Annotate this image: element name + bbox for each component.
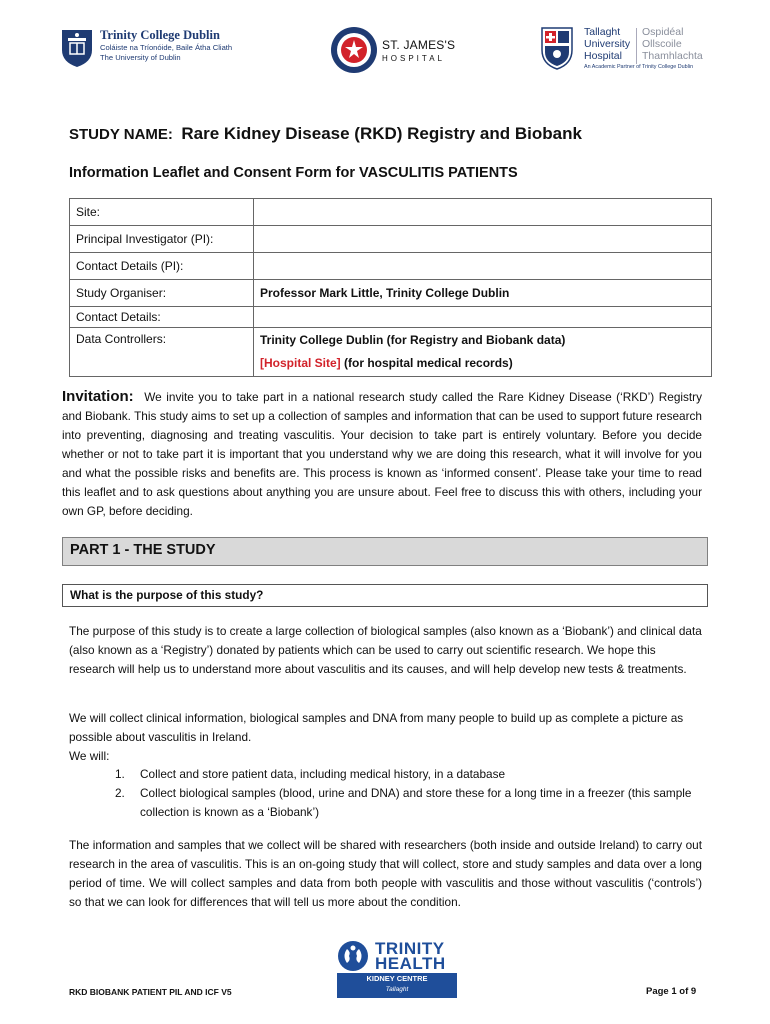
- st-james-seal-icon: [330, 26, 378, 74]
- trinity-college-dublin-logo: [60, 28, 233, 72]
- table-row: [70, 328, 712, 377]
- contact-pi-value: [254, 253, 712, 280]
- controllers-line-1: Trinity College Dublin (for Registry and Biobank data): [260, 333, 566, 347]
- kidney-centre-label: KIDNEY CENTRE: [366, 974, 428, 983]
- list-text: Collect and store patient data, including medical history, in a database: [140, 767, 506, 781]
- purpose-paragraph-2: We will collect clinical information, biological samples and DNA from many people to build up as complete a picture as possible about vasculitis in Ireland.: [69, 711, 684, 744]
- study-info-table: [69, 198, 712, 377]
- tallaght-name-1: Tallaght: [584, 26, 621, 38]
- we-will-label: We will:: [69, 749, 110, 763]
- list-text: Collect biological samples (blood, urine and DNA) and store these for a long time in a freezer (this sample collection is known as a ‘Biobank’): [140, 786, 692, 819]
- trinity-health-kidney-centre-logo: [337, 940, 457, 998]
- purpose-paragraph-3: The information and samples that we collect will be shared with researchers (both inside and outside Ireland) to carry out research in the area of vasculitis. This is an on-going study that will collect, store and study samples and data over a long period of time. We will collect samples and data from both people with vasculitis and those without vasculitis (‘controls’) so that we can look for differences that will tell us more about the condition.: [69, 838, 702, 909]
- tallaght-irish-1: Ospidéal: [642, 26, 684, 38]
- contact-value: [254, 307, 712, 328]
- controllers-line-2-rest: (for hospital medical records): [340, 356, 513, 370]
- purpose-question: What is the purpose of this study?: [70, 588, 264, 602]
- tcd-irish-name: Coláiste na Tríonóide, Baile Átha Cliath: [100, 43, 233, 52]
- invitation-heading: Invitation:: [62, 388, 134, 405]
- kidney-centre-band: [337, 973, 457, 998]
- health-word: HEALTH: [375, 954, 446, 973]
- st-james-hospital-word: HOSPITAL: [382, 54, 445, 63]
- tallaght-name-2: University: [584, 38, 631, 50]
- site-label: Site:: [70, 199, 254, 226]
- contact-label: Contact Details:: [70, 307, 254, 328]
- st-james-name: ST. JAMES'S: [382, 38, 456, 52]
- controllers-value: [254, 328, 712, 377]
- tcd-subtitle: The University of Dublin: [100, 53, 181, 62]
- part-1-heading: PART 1 - THE STUDY: [70, 542, 216, 558]
- controllers-label: Data Controllers:: [70, 328, 254, 377]
- tcd-crest-icon: [60, 28, 94, 68]
- tallaght-irish-3: Thamhlachta: [642, 50, 703, 62]
- tallaght-tagline: An Academic Partner of Trinity College Dublin: [584, 64, 694, 70]
- st-james-hospital-logo: [330, 26, 460, 76]
- list-number: 1.: [115, 767, 125, 781]
- table-row: [70, 226, 712, 253]
- pi-label: Principal Investigator (PI):: [70, 226, 254, 253]
- tallaght-crest-icon: [540, 26, 574, 70]
- pi-value: [254, 226, 712, 253]
- document-subtitle: Information Leaflet and Consent Form for VASCULITIS PATIENTS: [69, 165, 518, 181]
- controllers-line-2: [260, 352, 705, 375]
- kidney-figure-icon: [337, 940, 369, 972]
- part-1-heading-bar: [62, 537, 708, 566]
- table-row: [70, 253, 712, 280]
- table-row: [70, 199, 712, 226]
- page-number: Page 1 of 9: [646, 986, 697, 997]
- hospital-site-placeholder: [Hospital Site]: [260, 356, 341, 370]
- table-row: [70, 280, 712, 307]
- study-title: [69, 124, 582, 144]
- trinity-word: TRINITY: [375, 939, 445, 958]
- purpose-paragraph-1: The purpose of this study is to create a large collection of biological samples (also known as a ‘Biobank’) and clinical data (also known as a ‘Registry’) donated by patients which can be used to carry out scientific research. We hope this research will help us to understand more about vasculitis and its causes, and will help develop new tests & treatments.: [69, 624, 702, 676]
- invitation-paragraph: [62, 387, 702, 521]
- question-box: [62, 584, 708, 607]
- tallaght-name-3: Hospital: [584, 50, 622, 62]
- tallaght-divider: [636, 28, 637, 64]
- footer-document-id: RKD BIOBANK PATIENT PIL AND ICF V5: [69, 987, 232, 997]
- study-name-value: Rare Kidney Disease (RKD) Registry and Biobank: [181, 124, 582, 143]
- site-value: [254, 199, 712, 226]
- table-row: [70, 307, 712, 328]
- tallaght-hospital-logo: [540, 26, 730, 74]
- purpose-list: [115, 765, 705, 822]
- list-number: 2.: [115, 786, 125, 800]
- contact-pi-label: Contact Details (PI):: [70, 253, 254, 280]
- tallaght-irish-2: Ollscoile: [642, 38, 682, 50]
- invitation-text: We invite you to take part in a national research study called the Rare Kidney Disease (‘RKD’) Registry and Biobank. This study aims to set up a collection of samples and information that can be used to support future research into preventing, diagnosing and treating vasculitis. Your decision to take part is entirely voluntary. Before you decide whether or not to take part it is important that you understand why we are doing this research, what it will involve for you and what the possible risks and benefits are. This process is known as ‘informed consent’. Please take your time to read this leaflet and to ask questions about anything you are unsure about. Feel free to discuss this with others, including your own GP, before deciding.: [62, 390, 703, 518]
- tcd-name: Trinity College Dublin: [100, 28, 220, 42]
- list-item: [115, 784, 700, 822]
- organiser-value: Professor Mark Little, Trinity College Dublin: [254, 280, 712, 307]
- organiser-label: Study Organiser:: [70, 280, 254, 307]
- kidney-centre-location: Tallaght: [385, 986, 409, 993]
- study-name-label: STUDY NAME:: [69, 126, 173, 143]
- list-item: [115, 765, 705, 784]
